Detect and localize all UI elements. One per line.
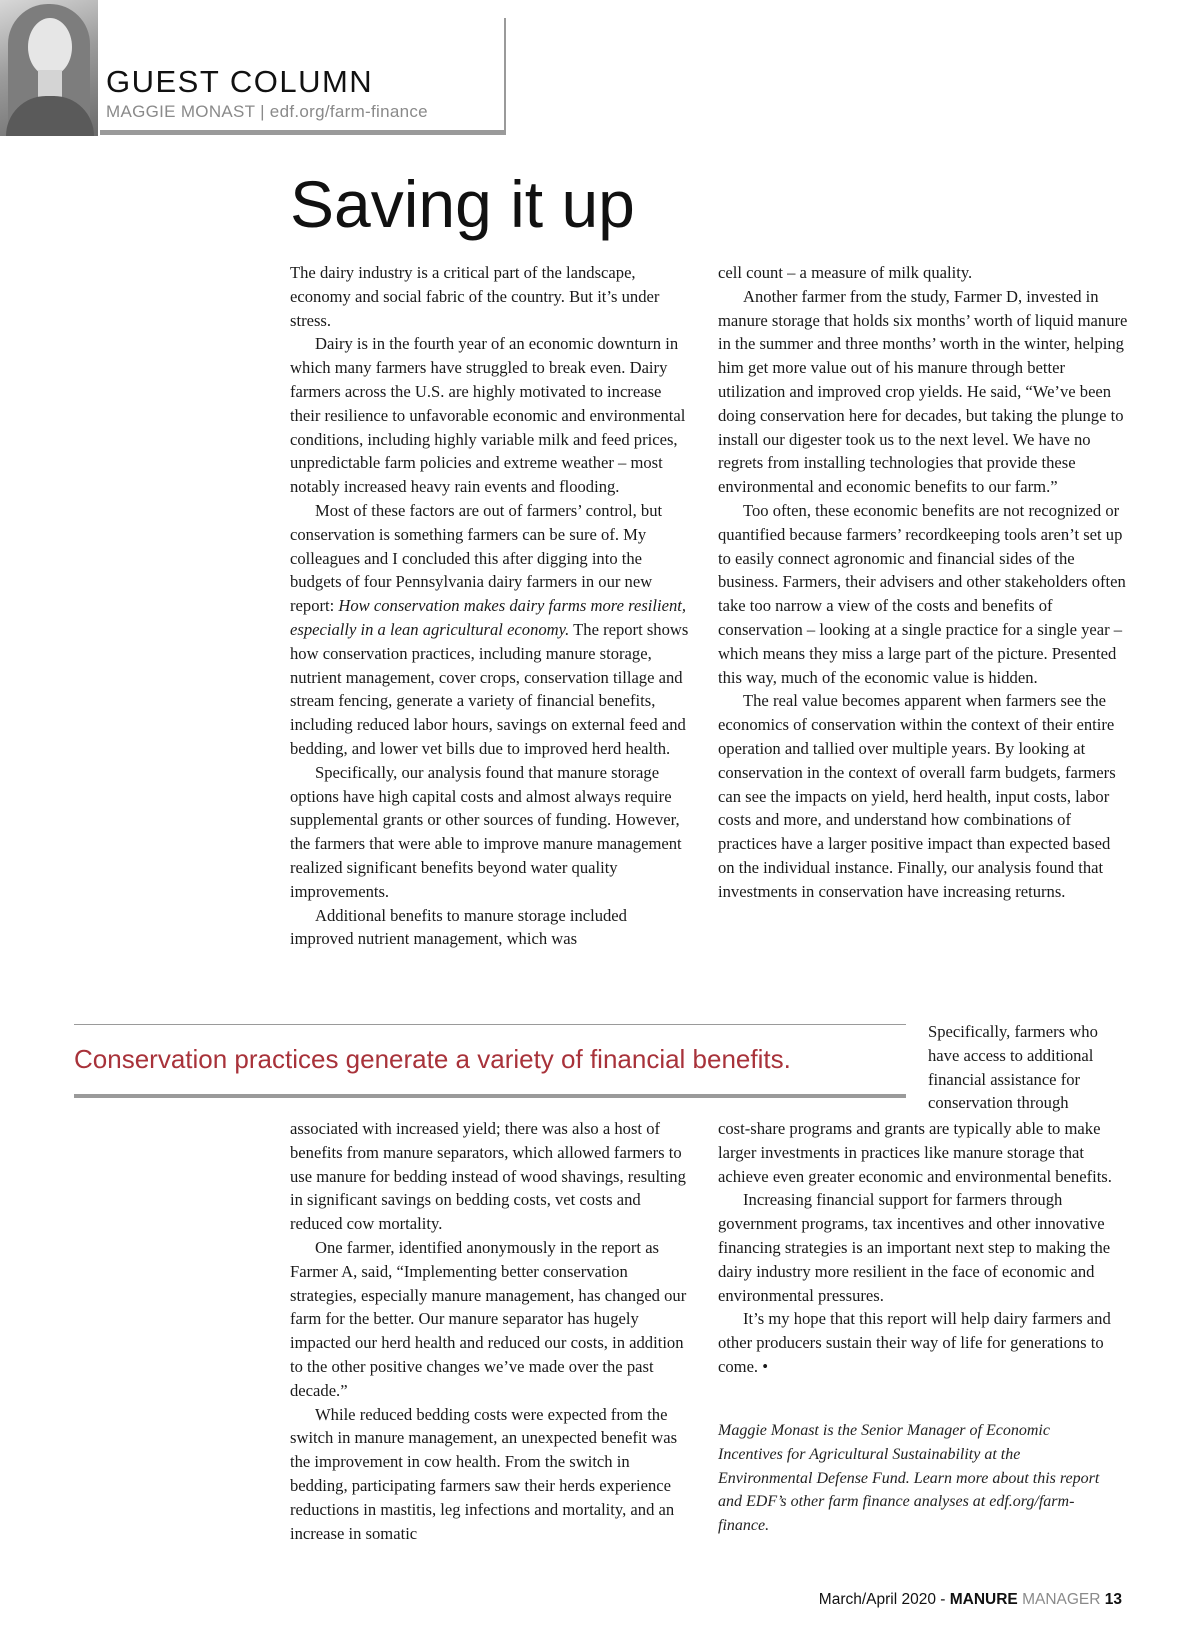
column-2-wrap-text: Specifically, farmers who have access to additional financial assistance for conservation through (928, 1022, 1098, 1113)
column-1-upper (290, 261, 690, 951)
header-rule-vertical (504, 18, 506, 134)
paragraph: One farmer, identified anonymously in the report as Farmer A, said, “Implementing better conservation strategies, especially manure management, has changed our farm for the better. Our manure separator has hugely impacted our herd health and reduced our costs, in addition to the other positive changes we’ve made over the past decade.” (290, 1237, 687, 1400)
byline: MAGGIE MONAST | edf.org/farm-finance (106, 102, 428, 121)
header-rule-horizontal (100, 130, 506, 135)
paragraph: The dairy industry is a critical part of the landscape, economy and social fabric of the country. But it’s under stress. (290, 263, 660, 330)
author-note: Maggie Monast is the Senior Manager of Economic Incentives for Agricultural Sustainability at the Environmental Defense Fund. Learn more about this report and EDF’s other farm finance analyses at edf.org/farm-finance. (718, 1422, 1100, 1535)
report-title: How conservation makes dairy farms more resilient, especially in a lean agricultural economy. (290, 596, 687, 639)
column-1-lower (290, 1117, 690, 1545)
paragraph: Additional benefits to manure storage included improved nutrient management, which was (290, 905, 627, 949)
paragraph: cost-share programs and grants are typically able to make larger investments in practices like manure storage that achieve even greater economic and environmental benefits. (718, 1119, 1112, 1186)
paragraph: Too often, these economic benefits are not recognized or quantified because farmers’ recordkeeping tools aren’t set up to easily connect agronomic and financial sides of the business. Farmers, their advisers and other stakeholders often take too narrow a view of the costs and benefits of conservation – looking at a single practice for a single year – which means they miss a large part of the picture. Presented this way, much of the economic value is hidden. (718, 500, 1126, 687)
column-2-lower (718, 1117, 1118, 1379)
footer-brand-light: MANAGER (1017, 1591, 1105, 1608)
paragraph: The real value becomes apparent when farmers see the economics of conservation within the context of their entire operation and tallied over multiple years. By looking at conservation in the context of overall farm budgets, farmers can see the impacts on yield, herd health, input costs, labor costs and more, and understand how combinations of practices have a larger positive impact than expected based on the individual instance. Finally, our analysis found that investments in conservation have increasing returns. (718, 691, 1116, 901)
paragraph: While reduced bedding costs were expected from the switch in manure management, an unexpected benefit was the improvement in cow health. From the switch in bedding, participating farmers saw their herds experience reductions in mastitis, leg infections and mortality, and an increase in somatic (290, 1404, 678, 1543)
paragraph: cell count – a measure of milk quality. (718, 263, 973, 282)
paragraph (290, 499, 690, 761)
pull-quote-rule-bottom (74, 1094, 906, 1098)
pull-quote-rule-top (74, 1024, 906, 1025)
article-title: Saving it up (290, 167, 635, 241)
paragraph: Specifically, our analysis found that manure storage options have high capital costs and almost always require supplemental grants or other sources of funding. However, the farmers that were able to improve manure management realized significant benefits beyond water quality improvements. (290, 762, 682, 901)
author-photo (0, 0, 98, 136)
paragraph: associated with increased yield; there was also a host of benefits from manure separators, which allowed farmers to use manure for bedding instead of wood shavings, resulting in significant savings on bedding costs, vet costs and reduced cow mortality. (290, 1119, 686, 1234)
author-photo-face (28, 18, 72, 76)
column-2-upper (718, 261, 1130, 904)
paragraph: Another farmer from the study, Farmer D, invested in manure storage that holds six months’ worth of liquid manure in the summer and three months’ worth in the winter, helping him get more value out of his manure through better utilization and improved crop yields. He said, “We’ve been doing conservation here for decades, but taking the plunge to install our digester took us to the next level. We have no regrets from installing technologies that provide these environmental and economic benefits to our farm.” (718, 286, 1128, 497)
footer-brand-bold: MANURE (949, 1591, 1018, 1608)
page-number: 13 (1104, 1591, 1122, 1608)
pull-quote: Conservation practices generate a variety of financial benefits. (74, 1044, 791, 1074)
page-footer (819, 1591, 1122, 1609)
paragraph: Increasing financial support for farmers through government programs, tax incentives and other innovative financing strategies is an important next step to making the dairy industry more resilient in the face of economic and environmental pressures. (718, 1190, 1111, 1305)
section-label: GUEST COLUMN (106, 64, 374, 99)
paragraph-text: Most of these factors are out of farmers’ control, but conservation is something farmers can be sure of. My colleagues and I concluded this after digging into the budgets of four Pennsylvania dairy farmers in our new report: (290, 500, 663, 616)
paragraph: Dairy is in the fourth year of an economic downturn in which many farmers have struggled to break even. Dairy farmers across the U.S. are highly motivated to increase their resilience to unfavorable economic and environmental conditions, including highly variable milk and feed prices, unpredictable farm policies and extreme weather – most notably increased heavy rain events and flooding. (290, 334, 686, 497)
footer-issue: March/April 2020 - (818, 1591, 950, 1608)
paragraph: It’s my hope that this report will help dairy farmers and other producers sustain their way of life for generations to come. • (718, 1309, 1111, 1376)
paragraph-text: The report shows how conservation practices, including manure storage, nutrient management, cover crops, conservation tillage and stream fencing, generate a variety of financial benefits, including reduced labor hours, savings on external feed and bedding, and lower vet bills due to improved herd health. (290, 619, 689, 758)
